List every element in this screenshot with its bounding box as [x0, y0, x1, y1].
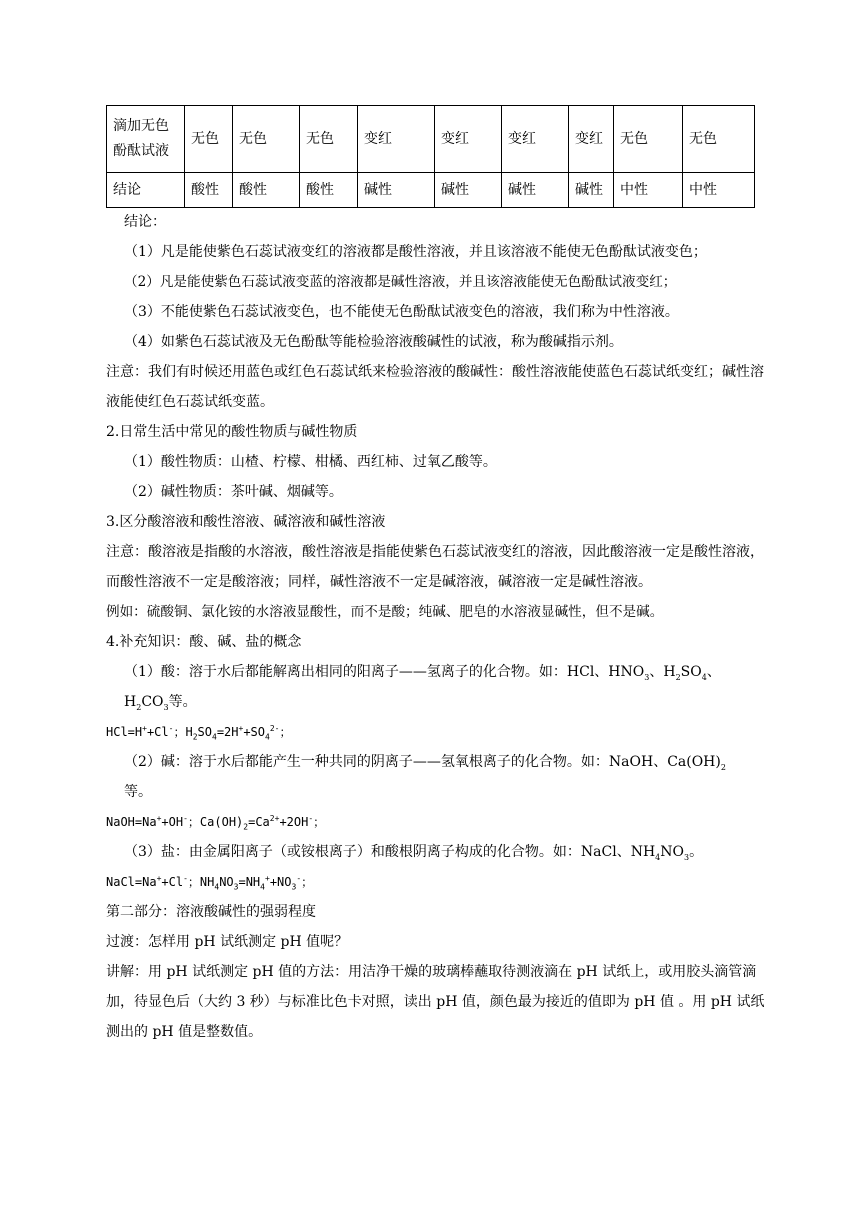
paragraph-transition: 过渡：怎样用 pH 试纸测定 pH 值呢？: [106, 934, 349, 950]
table-cell: 无色: [614, 106, 683, 173]
table-cell: 碱性: [435, 173, 502, 208]
table-row-conclusion: [107, 173, 755, 208]
document-body: [106, 207, 766, 1047]
table-row-label: 结论: [107, 173, 185, 208]
table-cell: 无色: [683, 106, 755, 173]
paragraph-lecture: 讲解：用 pH 试纸测定 pH 值的方法：用洁净干燥的玻璃棒蘸取待测液滴在 pH 试纸上，或用胶头滴管滴加，待显色后（大约 3 秒）与标准比色卡对照，读出 pH 值，颜色最为接近的值即为 pH 值 。用 pH 试纸测出的 pH 值是整数值。: [106, 964, 765, 1040]
indicator-result-table: [106, 105, 755, 208]
table-cell: 酸性: [300, 173, 358, 208]
acid-definition-text: （1）酸：溶于水后都能解离出相同的阳离子——氢离子的化合物。如：HCl、HNO: [124, 664, 645, 680]
table-cell: 碱性: [569, 173, 614, 208]
base-definition-tail: 等。: [124, 784, 152, 800]
table-cell: 酸性: [185, 173, 233, 208]
formula-acid-ionization: HCl=H++Cl-；$H_2SO_4=2H^++SO_4^{2-}$；: [106, 724, 292, 742]
paragraph-example: 例如：硫酸铜、氯化铵的水溶液显酸性，而不是酸；纯碱、肥皂的水溶液显碱性，但不是碱。: [106, 604, 664, 620]
table-cell: 变红: [569, 106, 614, 173]
formula-base-ionization: NaOH=Na++OH-；$Ca(OH)_2=Ca^{2+}+2OH^-$；: [106, 814, 326, 832]
paragraph-base-definition: （2）碱：溶于水后都能产生一种共同的阴离子——氢氧根离子的化合物。如：NaOH、$Ca(OH)_2$ 等。: [124, 754, 726, 800]
paragraph-conclusion-2: （2）凡是能使紫色石蕊试液变蓝的溶液都是碱性溶液，并且该溶液能使无色酚酞试液变红；: [124, 274, 677, 290]
table-cell: 变红: [502, 106, 569, 173]
section-heading-4: 4.补充知识：酸、碱、盐的概念: [106, 634, 302, 650]
paragraph-conclusion-3: （3）不能使紫色石蕊试液变色，也不能使无色酚酞试液变色的溶液，我们称为中性溶液。: [124, 304, 679, 320]
paragraph-conclusion-1: （1）凡是能使紫色石蕊试液变红的溶液都是酸性溶液，并且该溶液不能使无色酚酞试液变色；: [124, 244, 707, 260]
table-cell: 酸性: [233, 173, 300, 208]
section-heading-2: 2.日常生活中常见的酸性物质与碱性物质: [106, 424, 358, 440]
formula-salt-ionization: NaCl=Na++Cl-；$NH_4NO_3=NH_4^++NO_3^-$；: [106, 874, 314, 892]
base-definition-text: （2）碱：溶于水后都能产生一种共同的阴离子——氢氧根离子的化合物。如：NaOH、Ca(OH): [124, 754, 721, 770]
table-cell: 变红: [358, 106, 435, 173]
table-cell: 碱性: [502, 173, 569, 208]
paragraph-note-acid-solution: 注意：酸溶液是指酸的水溶液，酸性溶液是指能使紫色石蕊试液变红的溶液，因此酸溶液一定是酸性溶液，而酸性溶液不一定是酸溶液；同样，碱性溶液不一定是碱溶液，碱溶液一定是碱性溶液。: [106, 544, 764, 590]
part-two-heading: 第二部分：溶液酸碱性的强弱程度: [106, 904, 316, 920]
salt-definition-text: （3）盐：由金属阳离子（或铵根离子）和酸根阴离子构成的化合物。如：NaCl、NH: [124, 844, 656, 860]
table-row-phenolphthalein: [107, 106, 755, 173]
paragraph-acid-definition: （1）酸：溶于水后都能解离出相同的阳离子——氢离子的化合物。如：HCl、$HNO_3$、$H_2SO_4$、 $H_2CO_3$等。: [124, 664, 721, 712]
paragraph-conclusion-4: （4）如紫色石蕊试液及无色酚酞等能检验溶液酸碱性的试液，称为酸碱指示剂。: [124, 334, 623, 350]
table-cell: 无色: [233, 106, 300, 173]
table-cell: 中性: [683, 173, 755, 208]
table-cell: 碱性: [358, 173, 435, 208]
table-cell: 变红: [435, 106, 502, 173]
table-cell: 无色: [185, 106, 233, 173]
table-row-label: 滴加无色酚酞试液: [107, 106, 185, 173]
paragraph-acidic-substances: （1）酸性物质：山楂、柠檬、柑橘、西红柿、过氧乙酸等。: [124, 454, 497, 470]
paragraph-note-litmus-paper: 注意：我们有时候还用蓝色或红色石蕊试纸来检验溶液的酸碱性：酸性溶液能使蓝色石蕊试纸变红；碱性溶液能使红色石蕊试纸变蓝。: [106, 364, 764, 410]
table-cell: 无色: [300, 106, 358, 173]
paragraph-salt-definition: （3）盐：由金属阳离子（或铵根离子）和酸根阴离子构成的化合物。如：NaCl、$NH_4NO_3$。: [124, 844, 704, 862]
conclusion-heading: 结论：: [124, 214, 166, 230]
table-cell: 中性: [614, 173, 683, 208]
section-heading-3: 3.区分酸溶液和酸性溶液、碱溶液和碱性溶液: [106, 514, 386, 530]
paragraph-basic-substances: （2）碱性物质：茶叶碱、烟碱等。: [124, 484, 343, 500]
